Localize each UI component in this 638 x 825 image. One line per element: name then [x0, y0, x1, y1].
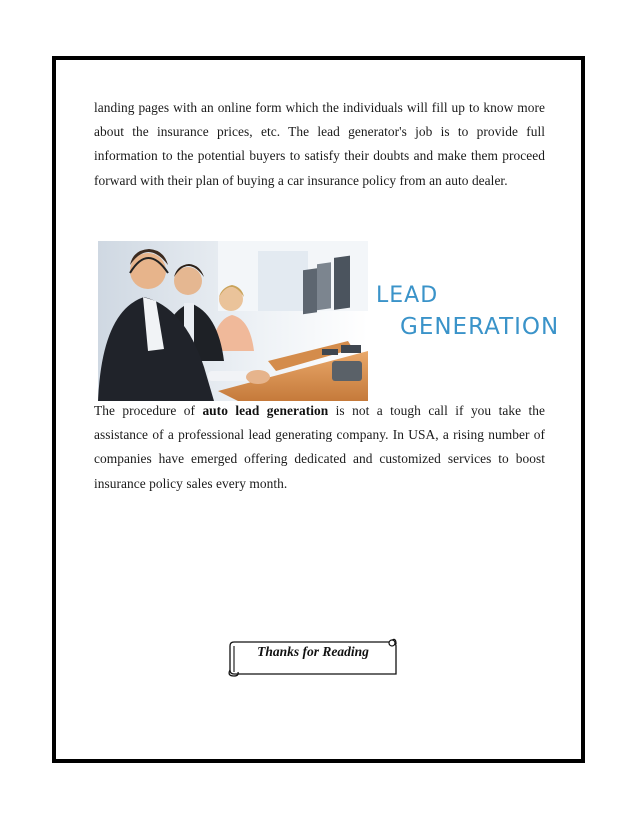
paragraph-2-lead-in: The procedure of [94, 403, 203, 418]
generation-logo-word: GENERATION [400, 314, 560, 340]
call-center-illustration [98, 241, 368, 401]
lead-logo-word: LEAD [376, 283, 439, 308]
call-center-photo [98, 241, 368, 401]
auto-lead-generation-link[interactable]: auto lead generation [202, 403, 329, 418]
paragraph-2-rest: is not a tough call if you take the assistance of a professional lead generating company. In USA, a rising number of companies have emerged offering dedicated and customized services to boost insurance policy sales every month. [94, 403, 546, 491]
body-paragraph-2 [94, 399, 545, 496]
body-paragraph-1: landing pages with an online form which the individuals will fill up to know more about the insurance prices, etc. The lead generator's job is to provide full information to the potential buyers to satisfy their doubts and make them proceed forward with their plan of buying a car insurance policy from an auto dealer. [94, 100, 545, 188]
thanks-for-reading-text: Thanks for Reading [257, 644, 369, 659]
